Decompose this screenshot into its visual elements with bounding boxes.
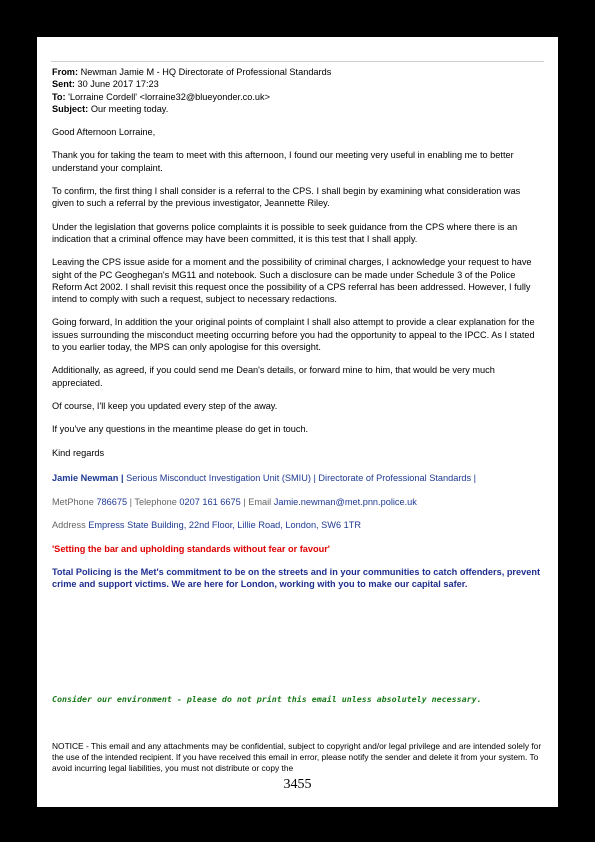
header-divider xyxy=(51,61,544,62)
address-label: Address xyxy=(52,520,89,531)
body-paragraph: Thank you for taking the team to meet with this afternoon, I found our meeting very useful in enabling me to better understand your complaint. xyxy=(52,150,514,173)
signature-units: Serious Misconduct Investigation Unit (SMIU) | Directorate of Professional Standards | xyxy=(123,472,477,483)
body-paragraph: Of course, I'll keep you updated every step of the away. xyxy=(52,400,278,411)
to-label: To: xyxy=(52,91,66,102)
body-paragraph: If you've any questions in the meantime please do get in touch. xyxy=(52,424,309,435)
metphone-value: 786675 xyxy=(96,497,128,508)
to-line xyxy=(52,91,544,103)
from-label: From: xyxy=(52,67,79,77)
address-value: Empress State Building, 22nd Floor, Lillie Road, London, SW6 1TR xyxy=(88,520,361,531)
policing-statement: Total Policing is the Met's commitment to be on the streets and in your communities to catch offenders, prevent crime and support victims. We are here for London, working with you to make our capital safer. xyxy=(52,567,541,590)
to-value: 'Lorraine Cordell' <lorraine32@blueyonder.co.uk> xyxy=(68,91,270,102)
subject-label: Subject: xyxy=(52,103,89,114)
environment-note: Consider our environment - please do not print this email unless absolutely necessary. xyxy=(52,694,482,704)
from-value: Newman Jamie M - HQ Directorate of Professional Standards xyxy=(80,67,332,77)
body-paragraph: Under the legislation that governs police complaints it is possible to seek guidance from the CPS where there is an indication that a criminal offence may have been committed, it is this test that I shall apply. xyxy=(52,221,518,244)
contact-line xyxy=(52,496,544,508)
subject-value: Our meeting today. xyxy=(90,103,169,114)
email-content xyxy=(52,66,544,602)
email-link[interactable]: Jamie.newman@met.pnn.police.uk xyxy=(273,497,417,508)
signature-name-line xyxy=(52,472,544,484)
metphone-label: MetPhone xyxy=(52,497,97,508)
page-number: 3455 xyxy=(283,777,312,792)
subject-line xyxy=(52,103,544,115)
email-header xyxy=(52,66,544,115)
closing: Kind regards xyxy=(52,447,105,458)
greeting: Good Afternoon Lorraine, xyxy=(52,127,156,138)
sent-value: 30 June 2017 17:23 xyxy=(77,79,159,90)
signature-name: Jamie Newman | xyxy=(52,472,124,483)
sent-label: Sent: xyxy=(52,79,75,90)
document-page xyxy=(37,37,558,807)
address-line xyxy=(52,519,544,531)
legal-notice: NOTICE - This email and any attachments may be confidential, subject to copyright and/or legal privilege and are intended solely for the use of the intended recipient. If you have received this email in error, please notify the sender and delete it from your system. To avoid incurring legal liabilities, you must not distribute or copy the xyxy=(52,741,542,773)
telephone-value: 0207 161 6675 xyxy=(179,497,241,508)
from-line xyxy=(52,66,544,78)
body-paragraph: To confirm, the first thing I shall consider is a referral to the CPS. I shall begin by examining what consideration was given to such a referral by the previous investigator, Jeannette Riley. xyxy=(52,186,521,209)
telephone-label: | Telephone xyxy=(127,497,180,508)
body-paragraph: Leaving the CPS issue aside for a moment and the possibility of criminal charges, I acknowledge your request to have sight of the PC Geoghegan's MG11 and notebook. Such a disclosure can be made under Schedule 3 of the Police Reform Act 2002. I shall revisit this request once the possibility of a CPS referral has been addressed. However, I fully intend to comply with such a request, subject to necessary redactions. xyxy=(52,257,532,305)
sent-line xyxy=(52,78,544,90)
email-label: | Email xyxy=(240,497,274,508)
tagline: 'Setting the bar and upholding standards without fear or favour' xyxy=(52,543,330,554)
body-paragraph: Going forward, In addition the your original points of complaint I shall also attempt to provide a clear explanation for the issues surrounding the misconduct meeting occurring before you had the opportunity to appeal to the IPCC. As I stated to you earlier today, the MPS can only apologise for this oversight. xyxy=(52,317,535,353)
body-paragraph: Additionally, as agreed, if you could send me Dean's details, or forward mine to him, that would be very much appreciated. xyxy=(52,365,495,388)
